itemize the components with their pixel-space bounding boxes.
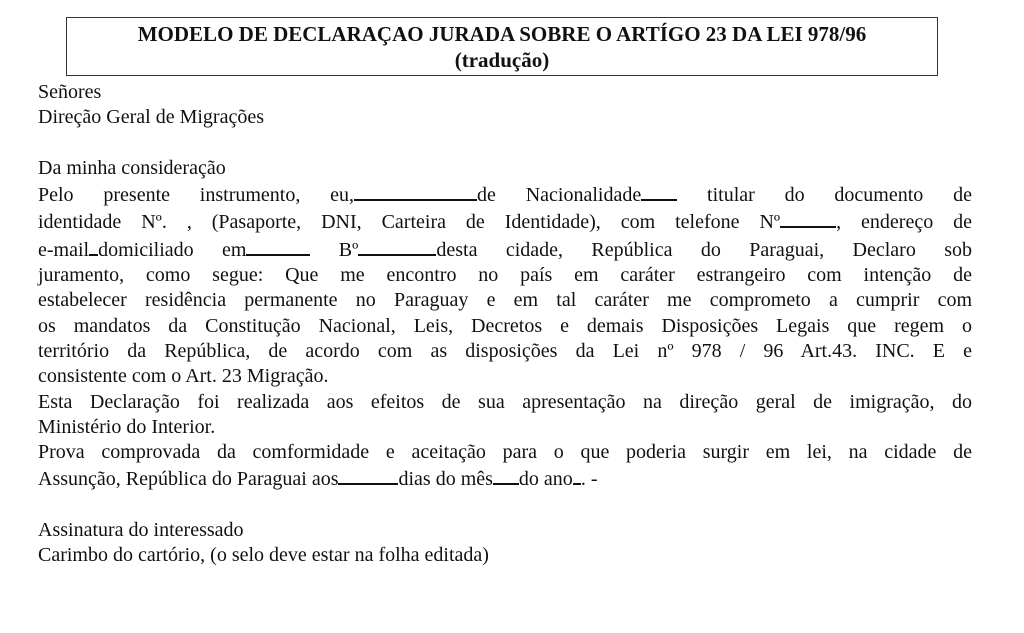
addressee-line-1: Señores [38, 81, 102, 103]
paragraph2-line-2: Ministério do Interior. [38, 415, 216, 438]
paragraph1-line-2: identidade Nº. , (Pasaporte, DNI, Carteira de Identidade), com telefone Nº , endereço de [38, 208, 972, 235]
year-blank[interactable] [573, 465, 581, 485]
nationality-blank[interactable] [641, 181, 677, 201]
paragraph1-line-5: estabelecer residência permanente no Paraguay e em tal caráter me comprometo a cumprir com [38, 289, 972, 312]
paragraph1-line-7: território da República, de acordo com as disposições da Lei nº 978 / 96 Art.43. INC. E e [38, 339, 972, 362]
paragraph3-line-1: Prova comprovada da comformidade e aceitação para o que poderia surgir em lei, na cidade de [38, 441, 972, 464]
document-title: MODELO DE DECLARAÇAO JURADA SOBRE O ARTÍGO 23 DA LEI 978/96 [137, 22, 867, 46]
paragraph2-line-1: Esta Declaração foi realizada aos efeitos de sua apresentação na direção geral de imigração, do [38, 390, 972, 413]
paragraph3-line-2: Assunção, República do Paraguai aos dias do mês do ano . - [38, 465, 972, 492]
paragraph1-line-6: os mandatos da Constitução Nacional, Leis, Decretos e demais Disposições Legais que regem o [38, 314, 972, 337]
month-blank[interactable] [493, 465, 519, 485]
paragraph1-line-4: juramento, como segue: Que me encontro no país em caráter estrangeiro com intenção de [38, 264, 972, 287]
paragraph1-line-1: Pelo presente instrumento, eu, de Nacionalidade titular do documento de [38, 181, 972, 208]
domicile-blank[interactable] [246, 236, 310, 256]
addressee-line-2: Direção Geral de Migrações [38, 106, 264, 129]
signature-line: Assinatura do interessado [38, 519, 244, 542]
paragraph1-line-8: consistente com o Art. 23 Migração. [38, 365, 329, 388]
name-blank[interactable] [354, 181, 477, 201]
email-blank[interactable] [89, 236, 98, 256]
neighborhood-blank[interactable] [358, 236, 436, 256]
paragraph1-line-3: e-mail domiciliado em Bº desta cidade, República do Paraguai, Declaro sob [38, 236, 972, 263]
day-blank[interactable] [338, 465, 398, 485]
document-subtitle: (tradução) [454, 48, 550, 72]
document-title-box [66, 17, 938, 76]
notary-stamp-line: Carimbo do cartório, (o selo deve estar na folha editada) [38, 544, 489, 567]
document-body [38, 80, 972, 569]
phone-blank[interactable] [780, 208, 836, 228]
greeting: Da minha consideração [38, 156, 226, 179]
